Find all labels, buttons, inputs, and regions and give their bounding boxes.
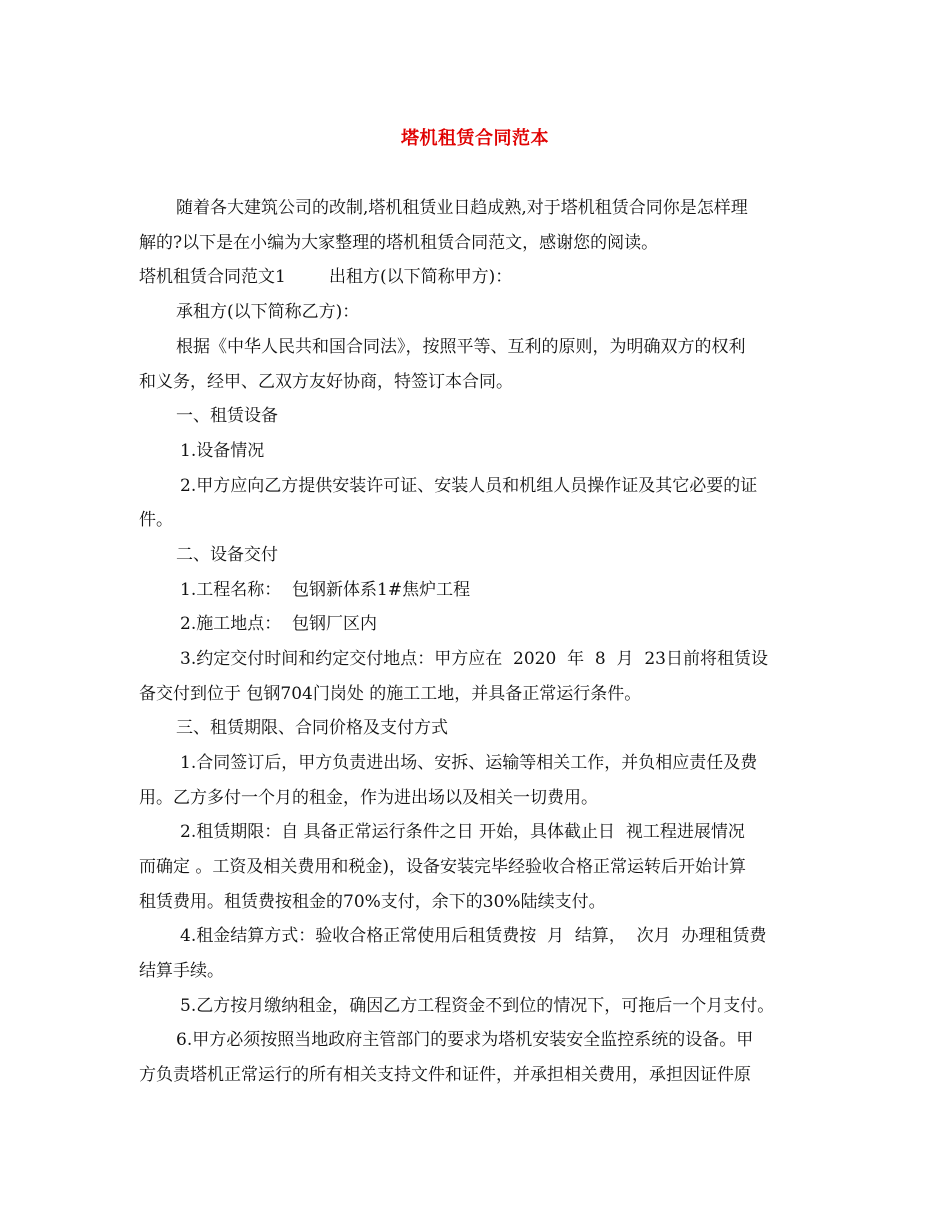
section-heading: 三、租赁期限、合同价格及支付方式 bbox=[176, 718, 448, 738]
text-line: 而确定 。工资及相关费用和税金)，设备安装完毕经验收合格正常运转后开始计算 bbox=[139, 857, 747, 877]
text-line: 2.甲方应向乙方提供安装许可证、安装人员和机组人员操作证及其它必要的证 bbox=[180, 476, 758, 496]
text-line: 结算手续。 bbox=[139, 961, 224, 981]
text-line: 2.施工地点： 包钢厂区内 bbox=[180, 614, 378, 634]
text-line: 承租方(以下简称乙方)： bbox=[176, 302, 360, 322]
text-line: 件。 bbox=[139, 510, 173, 530]
text-line: 根据《中华人民共和国合同法》，按照平等、互利的原则，为明确双方的权利 bbox=[176, 337, 746, 357]
text-line: 6.甲方必须按照当地政府主管部门的要求为塔机安装安全监控系统的设备。甲 bbox=[176, 1030, 754, 1050]
text-line: 1.合同签订后，甲方负责进出场、安拆、运输等相关工作，并负相应责任及费 bbox=[180, 753, 758, 773]
text-line: 1.工程名称： 包钢新体系1#焦炉工程 bbox=[180, 580, 471, 600]
text-line: 和义务，经甲、乙双方友好协商，特签订本合同。 bbox=[139, 372, 513, 392]
section-heading: 一、租赁设备 bbox=[176, 406, 278, 426]
document-title: 塔机租赁合同范本 bbox=[401, 128, 549, 149]
text-line: 随着各大建筑公司的改制,塔机租赁业日趋成熟,对于塔机租赁合同你是怎样理 bbox=[176, 198, 748, 218]
text-line: 备交付到位于 包钢704门岗处 的施工工地，并具备正常运行条件。 bbox=[139, 684, 642, 704]
text-line: 5.乙方按月缴纳租金，确因乙方工程资金不到位的情况下，可拖后一个月支付。 bbox=[180, 996, 775, 1016]
section-heading: 二、设备交付 bbox=[176, 545, 278, 565]
text-line: 用。乙方多付一个月的租金，作为进出场以及相关一切费用。 bbox=[139, 788, 598, 808]
text-line: 1.设备情况 bbox=[180, 441, 265, 461]
text-line: 3.约定交付时间和约定交付地点：甲方应在 2020 年 8 月 23日前将租赁设 bbox=[180, 649, 768, 669]
text-line: 2.租赁期限：自 具备正常运行条件之日 开始，具体截止日 视工程进展情况 bbox=[180, 822, 745, 842]
text-line: 4.租金结算方式：验收合格正常使用后租赁费按 月 结算， 次月 办理租赁费 bbox=[180, 926, 767, 946]
text-line: 租赁费用。租赁费按租金的70%支付，余下的30%陆续支付。 bbox=[139, 892, 606, 912]
text-line: 方负责塔机正常运行的所有相关支持文件和证件，并承担相关费用，承担因证件原 bbox=[139, 1065, 751, 1085]
text-line: 解的?以下是在小编为大家整理的塔机租赁合同范文，感谢您的阅读。 bbox=[139, 233, 659, 253]
text-line: 塔机租赁合同范文1 出租方(以下简称甲方)： bbox=[139, 267, 513, 287]
